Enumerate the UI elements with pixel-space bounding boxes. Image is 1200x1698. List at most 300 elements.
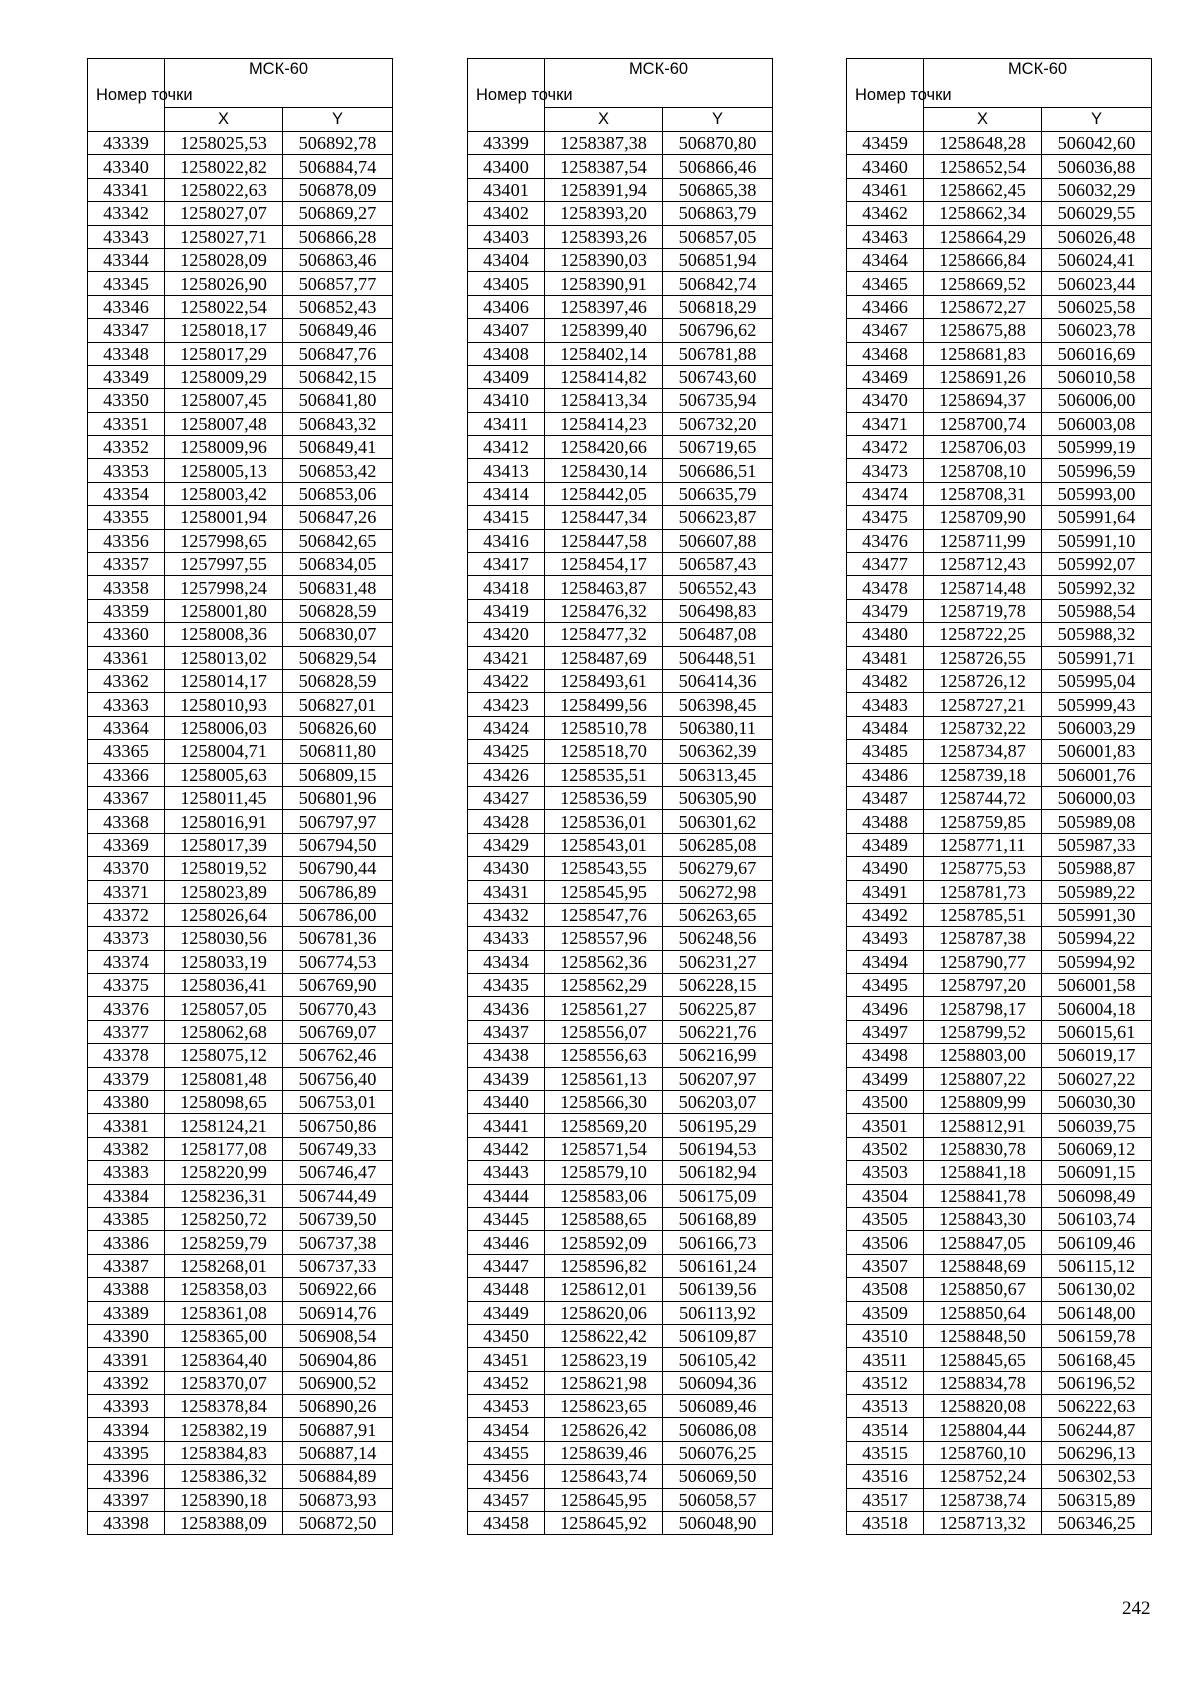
table-row [88, 506, 393, 529]
table-row [88, 599, 393, 622]
table-row [468, 1488, 773, 1511]
y-coordinate-cell: 506866,46 [663, 155, 773, 178]
table-row [847, 950, 1152, 973]
x-coordinate-cell: 1258714,48 [924, 576, 1042, 599]
y-coordinate-cell: 506769,07 [283, 1020, 393, 1043]
x-coordinate-cell: 1258623,65 [545, 1395, 663, 1418]
table-row [468, 669, 773, 692]
table-row [468, 1020, 773, 1043]
point-number-cell: 43517 [847, 1488, 924, 1511]
table-row [88, 295, 393, 318]
table-row [88, 1020, 393, 1043]
y-coordinate-cell: 506853,42 [283, 459, 393, 482]
x-coordinate-cell: 1258414,82 [545, 365, 663, 388]
y-coordinate-cell: 506279,67 [663, 857, 773, 880]
x-coordinate-cell: 1258005,63 [165, 763, 283, 786]
point-number-cell: 43365 [88, 740, 165, 763]
y-coordinate-cell: 506380,11 [663, 716, 773, 739]
table-row [88, 740, 393, 763]
table-row [847, 389, 1152, 412]
y-coordinate-cell: 506737,33 [283, 1254, 393, 1277]
x-coordinate-cell: 1258843,30 [924, 1207, 1042, 1230]
y-coordinate-cell: 506770,43 [283, 997, 393, 1020]
table-row [847, 786, 1152, 809]
table-row [88, 1301, 393, 1324]
y-coordinate-cell: 506872,50 [283, 1512, 393, 1535]
point-number-cell: 43401 [468, 178, 545, 201]
y-coordinate-cell: 506739,50 [283, 1207, 393, 1230]
table-row [847, 178, 1152, 201]
y-coordinate-cell: 506623,87 [663, 506, 773, 529]
y-coordinate-cell: 506244,87 [1042, 1418, 1152, 1441]
y-coordinate-cell: 506098,49 [1042, 1184, 1152, 1207]
y-coordinate-cell: 506076,25 [663, 1441, 773, 1464]
x-coordinate-cell: 1258812,91 [924, 1114, 1042, 1137]
y-coordinate-cell: 506892,78 [283, 132, 393, 155]
table-row [468, 1137, 773, 1160]
x-coordinate-cell: 1258626,42 [545, 1418, 663, 1441]
x-coordinate-cell: 1258378,84 [165, 1395, 283, 1418]
table-row [847, 529, 1152, 552]
x-coordinate-cell: 1258030,56 [165, 927, 283, 950]
point-number-cell: 43358 [88, 576, 165, 599]
x-coordinate-cell: 1258739,18 [924, 763, 1042, 786]
point-number-cell: 43450 [468, 1324, 545, 1347]
point-number-cell: 43469 [847, 365, 924, 388]
x-coordinate-cell: 1258022,82 [165, 155, 283, 178]
point-number-cell: 43502 [847, 1137, 924, 1160]
x-coordinate-cell: 1258726,12 [924, 669, 1042, 692]
point-number-cell: 43388 [88, 1278, 165, 1301]
x-coordinate-cell: 1258799,52 [924, 1020, 1042, 1043]
y-coordinate-cell: 505988,32 [1042, 623, 1152, 646]
y-coordinate-cell: 506914,76 [283, 1301, 393, 1324]
y-coordinate-cell: 506004,18 [1042, 997, 1152, 1020]
point-number-cell: 43350 [88, 389, 165, 412]
table-row [847, 272, 1152, 295]
y-coordinate-cell: 506786,00 [283, 903, 393, 926]
point-number-cell: 43400 [468, 155, 545, 178]
table-row [468, 1348, 773, 1371]
table-row [88, 857, 393, 880]
table-row [468, 1278, 773, 1301]
table-row [847, 1301, 1152, 1324]
y-coordinate-cell: 506904,86 [283, 1348, 393, 1371]
table-row [88, 389, 393, 412]
y-coordinate-cell: 506103,74 [1042, 1207, 1152, 1230]
x-coordinate-cell: 1258536,01 [545, 810, 663, 833]
x-coordinate-cell: 1258007,48 [165, 412, 283, 435]
point-number-cell: 43468 [847, 342, 924, 365]
y-coordinate-cell: 506109,87 [663, 1324, 773, 1347]
y-coordinate-cell: 506161,24 [663, 1254, 773, 1277]
x-coordinate-cell: 1258691,26 [924, 365, 1042, 388]
point-number-cell: 43357 [88, 553, 165, 576]
point-number-cell: 43492 [847, 903, 924, 926]
point-number-cell: 43463 [847, 225, 924, 248]
x-coordinate-cell: 1258841,18 [924, 1161, 1042, 1184]
x-coordinate-cell: 1258722,25 [924, 623, 1042, 646]
coordinate-system-header: МСК-60 [165, 59, 393, 108]
x-coordinate-cell: 1258057,05 [165, 997, 283, 1020]
x-coordinate-cell: 1258098,65 [165, 1091, 283, 1114]
point-number-cell: 43418 [468, 576, 545, 599]
point-number-cell: 43420 [468, 623, 545, 646]
table-row [847, 319, 1152, 342]
y-coordinate-cell: 506019,17 [1042, 1044, 1152, 1067]
point-number-cell: 43446 [468, 1231, 545, 1254]
table-row [88, 997, 393, 1020]
table-row [468, 576, 773, 599]
x-coordinate-cell: 1258011,45 [165, 786, 283, 809]
y-coordinate-cell: 506843,32 [283, 412, 393, 435]
point-number-cell: 43464 [847, 248, 924, 271]
point-number-cell: 43512 [847, 1371, 924, 1394]
table-row [468, 389, 773, 412]
table-row [88, 1091, 393, 1114]
y-coordinate-cell: 506039,75 [1042, 1114, 1152, 1137]
point-number-cell: 43346 [88, 295, 165, 318]
x-coordinate-cell: 1258027,07 [165, 202, 283, 225]
point-number-header: Номер точки [847, 59, 924, 132]
point-number-cell: 43381 [88, 1114, 165, 1137]
x-coordinate-cell: 1258018,17 [165, 319, 283, 342]
x-coordinate-cell: 1258358,03 [165, 1278, 283, 1301]
table-row [88, 1137, 393, 1160]
y-coordinate-cell: 506753,01 [283, 1091, 393, 1114]
point-number-cell: 43431 [468, 880, 545, 903]
y-coordinate-cell: 506828,59 [283, 669, 393, 692]
table-row [468, 1324, 773, 1347]
point-number-cell: 43473 [847, 459, 924, 482]
x-coordinate-cell: 1258414,23 [545, 412, 663, 435]
table-row [468, 365, 773, 388]
x-coordinate-cell: 1258003,42 [165, 482, 283, 505]
point-number-cell: 43356 [88, 529, 165, 552]
y-coordinate-cell: 506091,15 [1042, 1161, 1152, 1184]
y-coordinate-cell: 506769,90 [283, 974, 393, 997]
x-coordinate-cell: 1258442,05 [545, 482, 663, 505]
x-coordinate-cell: 1258820,08 [924, 1395, 1042, 1418]
y-coordinate-cell: 506414,36 [663, 669, 773, 692]
point-number-cell: 43449 [468, 1301, 545, 1324]
point-number-cell: 43429 [468, 833, 545, 856]
table-row [88, 225, 393, 248]
y-coordinate-cell: 506852,43 [283, 295, 393, 318]
y-coordinate-cell: 506000,03 [1042, 786, 1152, 809]
point-number-cell: 43481 [847, 646, 924, 669]
y-coordinate-cell: 505994,92 [1042, 950, 1152, 973]
x-coordinate-cell: 1258807,22 [924, 1067, 1042, 1090]
table-row [88, 1324, 393, 1347]
point-number-cell: 43348 [88, 342, 165, 365]
point-number-cell: 43461 [847, 178, 924, 201]
table-row [468, 880, 773, 903]
table-row [847, 599, 1152, 622]
table-row [847, 506, 1152, 529]
y-coordinate-cell: 506826,60 [283, 716, 393, 739]
point-number-cell: 43404 [468, 248, 545, 271]
table-row [88, 436, 393, 459]
y-coordinate-cell: 506818,29 [663, 295, 773, 318]
y-coordinate-cell: 506023,44 [1042, 272, 1152, 295]
x-coordinate-cell: 1258666,84 [924, 248, 1042, 271]
x-coordinate-cell: 1258809,99 [924, 1091, 1042, 1114]
point-number-cell: 43347 [88, 319, 165, 342]
point-number-cell: 43507 [847, 1254, 924, 1277]
y-coordinate-cell: 506036,88 [1042, 155, 1152, 178]
table-row [468, 436, 773, 459]
x-coordinate-cell: 1258036,41 [165, 974, 283, 997]
y-coordinate-cell: 506749,33 [283, 1137, 393, 1160]
table-row [468, 693, 773, 716]
y-coordinate-cell: 506830,07 [283, 623, 393, 646]
y-coordinate-cell: 506781,36 [283, 927, 393, 950]
point-number-cell: 43445 [468, 1207, 545, 1230]
y-coordinate-cell: 506168,45 [1042, 1348, 1152, 1371]
y-coordinate-cell: 506248,56 [663, 927, 773, 950]
point-number-cell: 43364 [88, 716, 165, 739]
table-row [468, 155, 773, 178]
x-coordinate-cell: 1258028,09 [165, 248, 283, 271]
point-number-cell: 43417 [468, 553, 545, 576]
y-coordinate-cell: 506884,74 [283, 155, 393, 178]
point-number-cell: 43516 [847, 1465, 924, 1488]
point-number-cell: 43518 [847, 1512, 924, 1535]
point-number-cell: 43341 [88, 178, 165, 201]
table-row [88, 178, 393, 201]
point-number-cell: 43387 [88, 1254, 165, 1277]
y-coordinate-cell: 506225,87 [663, 997, 773, 1020]
y-coordinate-cell: 506362,39 [663, 740, 773, 763]
point-number-cell: 43480 [847, 623, 924, 646]
table-row [847, 482, 1152, 505]
table-row [847, 132, 1152, 155]
y-coordinate-cell: 506890,26 [283, 1395, 393, 1418]
point-number-cell: 43411 [468, 412, 545, 435]
table-row [88, 927, 393, 950]
table-row [847, 365, 1152, 388]
point-number-cell: 43377 [88, 1020, 165, 1043]
x-coordinate-cell: 1257998,24 [165, 576, 283, 599]
x-coordinate-cell: 1258413,34 [545, 389, 663, 412]
point-number-cell: 43413 [468, 459, 545, 482]
point-number-cell: 43479 [847, 599, 924, 622]
x-coordinate-cell: 1258612,01 [545, 1278, 663, 1301]
y-coordinate-cell: 506873,93 [283, 1488, 393, 1511]
table-row [847, 1395, 1152, 1418]
table-row [468, 506, 773, 529]
point-number-cell: 43395 [88, 1441, 165, 1464]
y-coordinate-cell: 506552,43 [663, 576, 773, 599]
y-coordinate-cell: 506315,89 [1042, 1488, 1152, 1511]
y-coordinate-cell: 506296,13 [1042, 1441, 1152, 1464]
point-number-cell: 43390 [88, 1324, 165, 1347]
y-coordinate-cell: 506847,76 [283, 342, 393, 365]
y-coordinate-cell: 506105,42 [663, 1348, 773, 1371]
table-row [88, 1207, 393, 1230]
x-coordinate-cell: 1258621,98 [545, 1371, 663, 1394]
point-number-cell: 43513 [847, 1395, 924, 1418]
y-coordinate-cell: 506313,45 [663, 763, 773, 786]
x-coordinate-cell: 1258420,66 [545, 436, 663, 459]
point-number-cell: 43407 [468, 319, 545, 342]
y-coordinate-cell: 506166,73 [663, 1231, 773, 1254]
y-coordinate-cell: 505989,22 [1042, 880, 1152, 903]
point-number-cell: 43372 [88, 903, 165, 926]
table-row [847, 669, 1152, 692]
point-number-cell: 43370 [88, 857, 165, 880]
y-coordinate-cell: 506790,44 [283, 857, 393, 880]
table-row [88, 365, 393, 388]
point-number-cell: 43371 [88, 880, 165, 903]
y-coordinate-cell: 506801,96 [283, 786, 393, 809]
table-row [847, 155, 1152, 178]
table-row [88, 459, 393, 482]
x-coordinate-cell: 1258681,83 [924, 342, 1042, 365]
x-coordinate-cell: 1258847,05 [924, 1231, 1042, 1254]
table-row [847, 576, 1152, 599]
point-number-cell: 43498 [847, 1044, 924, 1067]
coordinates-table [467, 58, 773, 1535]
point-number-cell: 43495 [847, 974, 924, 997]
point-number-cell: 43441 [468, 1114, 545, 1137]
x-coordinate-cell: 1258005,13 [165, 459, 283, 482]
y-coordinate-cell: 506849,41 [283, 436, 393, 459]
y-coordinate-cell: 506222,63 [1042, 1395, 1152, 1418]
x-coordinate-cell: 1258026,64 [165, 903, 283, 926]
y-coordinate-cell: 506398,45 [663, 693, 773, 716]
table-row [847, 436, 1152, 459]
point-number-cell: 43509 [847, 1301, 924, 1324]
point-number-cell: 43515 [847, 1441, 924, 1464]
table-row [847, 1044, 1152, 1067]
coordinates-table [87, 58, 393, 1535]
x-coordinate-cell: 1258477,32 [545, 623, 663, 646]
point-number-cell: 43455 [468, 1441, 545, 1464]
y-coordinate-cell: 506719,65 [663, 436, 773, 459]
y-coordinate-cell: 506732,20 [663, 412, 773, 435]
x-coordinate-cell: 1258001,94 [165, 506, 283, 529]
y-coordinate-cell: 506086,08 [663, 1418, 773, 1441]
point-number-cell: 43483 [847, 693, 924, 716]
x-coordinate-cell: 1258390,03 [545, 248, 663, 271]
y-coordinate-cell: 506029,55 [1042, 202, 1152, 225]
y-column-header: Y [283, 108, 393, 132]
x-coordinate-cell: 1258370,07 [165, 1371, 283, 1394]
y-coordinate-cell: 506797,97 [283, 810, 393, 833]
table-row [847, 295, 1152, 318]
x-coordinate-cell: 1258708,10 [924, 459, 1042, 482]
x-coordinate-cell: 1258834,78 [924, 1371, 1042, 1394]
y-coordinate-cell: 506016,69 [1042, 342, 1152, 365]
x-coordinate-cell: 1258797,20 [924, 974, 1042, 997]
table-row [468, 295, 773, 318]
table-row [88, 810, 393, 833]
y-coordinate-cell: 506301,62 [663, 810, 773, 833]
point-number-cell: 43430 [468, 857, 545, 880]
point-number-cell: 43402 [468, 202, 545, 225]
point-number-cell: 43452 [468, 1371, 545, 1394]
table-row [468, 272, 773, 295]
y-coordinate-cell: 506487,08 [663, 623, 773, 646]
point-number-cell: 43442 [468, 1137, 545, 1160]
point-number-cell: 43360 [88, 623, 165, 646]
x-coordinate-cell: 1258562,29 [545, 974, 663, 997]
table-row [468, 950, 773, 973]
y-coordinate-cell: 506024,41 [1042, 248, 1152, 271]
x-coordinate-cell: 1258543,55 [545, 857, 663, 880]
x-coordinate-cell: 1258009,96 [165, 436, 283, 459]
point-number-cell: 43458 [468, 1512, 545, 1535]
point-number-cell: 43489 [847, 833, 924, 856]
point-number-cell: 43448 [468, 1278, 545, 1301]
x-coordinate-cell: 1257998,65 [165, 529, 283, 552]
y-coordinate-cell: 506010,58 [1042, 365, 1152, 388]
x-coordinate-cell: 1257997,55 [165, 553, 283, 576]
table-row [468, 786, 773, 809]
table-row [847, 693, 1152, 716]
table-row [468, 319, 773, 342]
point-number-cell: 43505 [847, 1207, 924, 1230]
x-coordinate-cell: 1258845,65 [924, 1348, 1042, 1371]
x-coordinate-cell: 1258711,99 [924, 529, 1042, 552]
x-coordinate-cell: 1258499,56 [545, 693, 663, 716]
x-coordinate-cell: 1258382,19 [165, 1418, 283, 1441]
table-row [88, 576, 393, 599]
point-number-cell: 43383 [88, 1161, 165, 1184]
y-coordinate-cell: 506847,26 [283, 506, 393, 529]
table-row [468, 529, 773, 552]
table-row [847, 623, 1152, 646]
y-coordinate-cell: 506203,07 [663, 1091, 773, 1114]
point-number-cell: 43434 [468, 950, 545, 973]
table-row [847, 1278, 1152, 1301]
point-number-cell: 43486 [847, 763, 924, 786]
point-number-cell: 43471 [847, 412, 924, 435]
x-coordinate-cell: 1258220,99 [165, 1161, 283, 1184]
table-row [88, 1184, 393, 1207]
x-coordinate-cell: 1258727,21 [924, 693, 1042, 716]
table-row [847, 1441, 1152, 1464]
y-coordinate-cell: 505992,07 [1042, 553, 1152, 576]
table-row [847, 1184, 1152, 1207]
y-coordinate-cell: 506743,60 [663, 365, 773, 388]
table-row [468, 857, 773, 880]
point-number-cell: 43380 [88, 1091, 165, 1114]
x-coordinate-cell: 1258006,03 [165, 716, 283, 739]
table-row [88, 248, 393, 271]
y-coordinate-cell: 506851,94 [663, 248, 773, 271]
table-row [468, 1161, 773, 1184]
table-row [88, 319, 393, 342]
table-row [847, 1067, 1152, 1090]
x-coordinate-cell: 1258384,83 [165, 1441, 283, 1464]
y-coordinate-cell: 506841,80 [283, 389, 393, 412]
table-row [88, 763, 393, 786]
point-number-cell: 43456 [468, 1465, 545, 1488]
x-coordinate-cell: 1258566,30 [545, 1091, 663, 1114]
point-number-cell: 43345 [88, 272, 165, 295]
coordinates-table [846, 58, 1152, 1535]
x-coordinate-cell: 1258361,08 [165, 1301, 283, 1324]
table-row [847, 646, 1152, 669]
point-number-cell: 43363 [88, 693, 165, 716]
y-coordinate-cell: 506027,22 [1042, 1067, 1152, 1090]
point-number-cell: 43409 [468, 365, 545, 388]
point-number-cell: 43477 [847, 553, 924, 576]
y-coordinate-cell: 506878,09 [283, 178, 393, 201]
